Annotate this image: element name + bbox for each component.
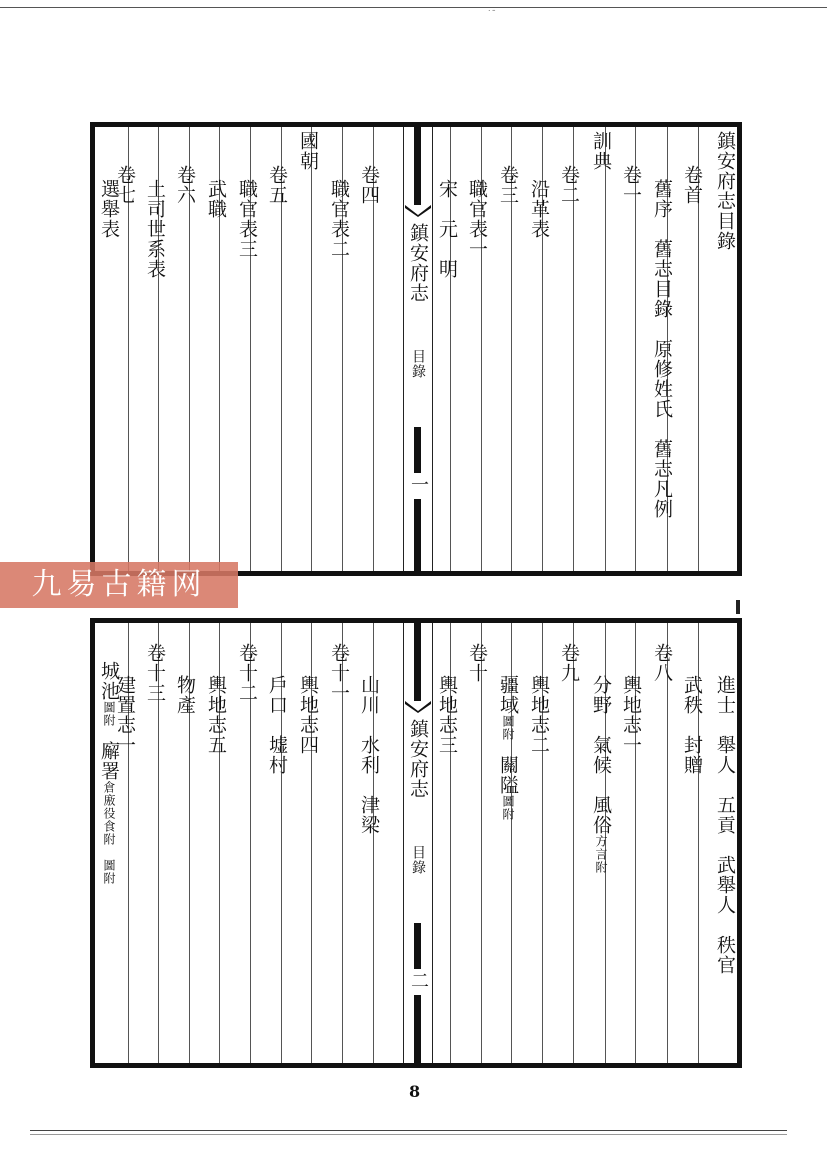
center-section: 目錄 <box>410 349 426 379</box>
column-main-text: 卷十三 <box>144 643 166 703</box>
text-column <box>296 675 320 755</box>
column-main-text: 卷首 <box>681 165 703 205</box>
column-main-text: 輿地志二 <box>528 675 550 755</box>
text-column <box>97 179 121 239</box>
page-one <box>90 122 742 576</box>
text-column <box>713 131 737 251</box>
page-number: 8 <box>409 1082 421 1101</box>
column-main-text-2: 關隘 <box>497 755 519 795</box>
column-note-text: 方言附 <box>594 835 608 874</box>
text-column <box>557 165 581 205</box>
column-note-text: 圖附 <box>501 715 515 741</box>
text-column <box>465 643 489 683</box>
column-main-text: 舊序 舊志目錄 原修姓氏 舊志凡例 <box>651 179 673 519</box>
column-main-text: 卷一 <box>620 165 642 205</box>
column-main-text: 輿地志三 <box>436 675 458 755</box>
fishtail-mark <box>405 701 431 713</box>
column-main-text: 輿地志一 <box>620 675 642 755</box>
column-main-text: 輿地志四 <box>297 675 319 755</box>
center-bar-mid <box>414 923 421 969</box>
column-main-text: 輿地志五 <box>205 675 227 755</box>
column-main-text: 疆域 <box>497 675 519 715</box>
center-bar-bottom <box>414 995 421 1063</box>
text-column <box>327 643 351 703</box>
column-rule <box>667 623 668 1063</box>
center-line-left <box>403 623 404 1063</box>
page-two <box>90 618 742 1068</box>
column-note-text-2: 倉廒役食附 圖附 <box>102 781 116 885</box>
text-column <box>143 179 167 279</box>
column-main-text: 鎮安府志目錄 <box>714 131 736 251</box>
text-column <box>527 675 551 755</box>
column-main-text: 武秩 封贈 <box>681 675 703 775</box>
text-column <box>357 675 381 835</box>
center-bar-top <box>414 127 421 205</box>
folio-number: 一 <box>408 475 429 493</box>
top-border-line <box>0 7 827 8</box>
text-column <box>680 675 704 775</box>
column-main-text: 卷二 <box>558 165 580 205</box>
column-main-text: 訓典 <box>590 131 612 171</box>
text-column <box>619 675 643 755</box>
text-column <box>496 675 520 821</box>
text-column <box>235 179 259 259</box>
text-column <box>357 165 381 205</box>
column-main-text: 職官表一 <box>466 179 488 259</box>
column-main-text: 卷十二 <box>236 643 258 703</box>
top-mark: ˙ˉ <box>487 10 496 20</box>
bottom-border-line <box>30 1130 787 1131</box>
column-main-text: 宋 元 明 <box>436 179 458 279</box>
column-rule <box>573 623 574 1063</box>
center-section: 目錄 <box>410 845 426 875</box>
column-main-text: 卷九 <box>558 643 580 683</box>
column-main-text: 國朝 <box>297 131 319 171</box>
text-column <box>650 643 674 683</box>
center-bar-bottom <box>414 499 421 571</box>
column-main-text: 職官表二 <box>328 179 350 259</box>
watermark: 九易古籍网 <box>0 562 238 608</box>
column-main-text: 選舉表 <box>98 179 120 239</box>
center-fold-column <box>403 127 433 571</box>
center-title: 鎮安府志 <box>407 719 429 799</box>
text-column <box>327 179 351 259</box>
column-main-text: 物產 <box>174 675 196 715</box>
text-column <box>527 179 551 239</box>
text-column <box>496 165 520 205</box>
column-main-text: 卷十 <box>466 643 488 683</box>
text-column <box>235 643 259 703</box>
column-rule <box>481 623 482 1063</box>
column-main-text: 卷三 <box>497 165 519 205</box>
column-main-text: 武職 <box>205 179 227 219</box>
column-rule <box>311 127 312 571</box>
column-main-text: 建置志一 <box>114 675 136 755</box>
folio-number: 二 <box>408 971 429 989</box>
column-main-text-2: 廨署 <box>98 741 120 781</box>
text-column <box>435 179 459 279</box>
column-main-text: 職官表三 <box>236 179 258 259</box>
text-column <box>204 179 228 219</box>
text-column <box>265 675 289 775</box>
column-main-text: 卷七 <box>114 165 136 205</box>
column-main-text: 土司世系表 <box>144 179 166 279</box>
text-column <box>589 131 613 171</box>
column-main-text: 卷四 <box>358 165 380 205</box>
text-column <box>589 675 613 874</box>
text-column <box>713 675 737 975</box>
column-main-text: 山川 水利 津梁 <box>358 675 380 835</box>
center-title: 鎮安府志 <box>407 223 429 303</box>
column-note-text-2: 圖附 <box>501 795 515 821</box>
column-main-text: 戶口 墟村 <box>266 675 288 775</box>
text-column <box>680 165 704 205</box>
center-bar-mid <box>414 427 421 473</box>
center-line-right <box>432 623 433 1063</box>
text-column <box>143 643 167 703</box>
text-column <box>265 165 289 205</box>
column-rule <box>605 127 606 571</box>
column-main-text: 城池 <box>98 661 120 701</box>
center-bar-top <box>414 623 421 701</box>
column-main-text: 卷十一 <box>328 643 350 703</box>
fishtail-mark <box>405 205 431 217</box>
text-column <box>204 675 228 755</box>
column-main-text: 卷八 <box>651 643 673 683</box>
text-column <box>619 165 643 205</box>
column-main-text: 卷五 <box>266 165 288 205</box>
column-main-text: 沿革表 <box>528 179 550 239</box>
bottom-border-line-2 <box>30 1134 787 1135</box>
column-main-text: 卷六 <box>174 165 196 205</box>
text-column <box>557 643 581 683</box>
text-column <box>173 165 197 205</box>
column-note-text: 圖附 <box>102 701 116 727</box>
text-column <box>173 675 197 715</box>
column-main-text: 進士 舉人 五貢 武舉人 秩官 <box>714 675 736 975</box>
text-column <box>465 179 489 259</box>
column-main-text: 分野 氣候 風俗 <box>590 675 612 835</box>
text-column <box>97 661 121 885</box>
text-column <box>296 131 320 171</box>
text-column <box>435 675 459 755</box>
text-column <box>650 179 674 519</box>
center-fold-column <box>403 623 433 1063</box>
page-edge-mark <box>736 600 740 614</box>
